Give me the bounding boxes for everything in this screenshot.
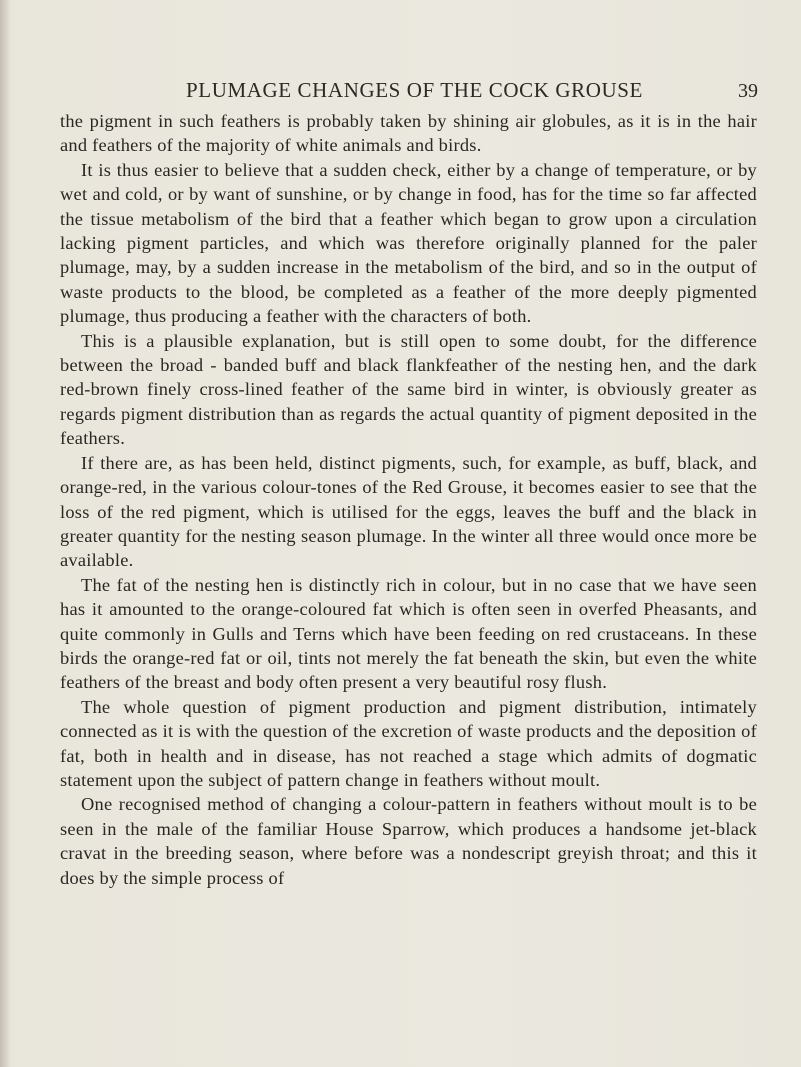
paragraph-pigment-question: The whole question of pigment production and pigment distribution, intimately connected as it is with the question of the excretion of waste products and the deposition of fat, both in health and in disease, has not reached a stage which admits of dogmatic statement upon the subject of pattern change in feathers without moult. [60, 696, 757, 790]
running-title: PLUMAGE CHANGES OF THE COCK GROUSE [186, 78, 643, 102]
paragraph-distinct-pigments: If there are, as has been held, distinct pigments, such, for example, as buff, black, and orange-red, in the various colour-tones of the Red Grouse, it becomes easier to see that the loss of the red pigment, which is utilised for the eggs, leaves the buff and the black in greater quantity for the nesting season plumage. In the winter all three would once more be available. [60, 452, 757, 571]
body-text [60, 109, 757, 890]
paragraph-nesting-hen-fat: The fat of the nesting hen is distinctly rich in colour, but in no case that we have seen has it amounted to the orange-coloured fat which is often seen in overfed Pheasants, and quite commonly in Gulls and Terns which have been feeding on red crustaceans. In these birds the orange-red fat or oil, tints not merely the fat beneath the skin, but even the white feathers of the breast and body often present a very beautiful rosy flush. [60, 574, 757, 693]
paragraph-house-sparrow: One recognised method of changing a colour-pattern in feathers without moult is to be seen in the male of the familiar House Sparrow, which produces a handsome jet-black cravat in the breeding season, where before was a nondescript greyish throat; and this it does by the simple process of [60, 794, 757, 888]
paragraph-plausible-explanation: This is a plausible explanation, but is still open to some doubt, for the difference between the broad - banded buff and black flankfeather of the nesting hen, and the dark red-brown finely cross-lined feather of the same bird in winter, is obviously greater as regards pigment distribution than as regards the actual quantity of pigment deposited in the feathers. [60, 330, 757, 449]
paragraph-continuation: the pigment in such feathers is probably taken by shining air globules, as it is in the hair and feathers of the majority of white animals and birds. [60, 111, 757, 156]
page-gutter-shadow [0, 0, 10, 1067]
page-number: 39 [738, 80, 758, 102]
paragraph-tissue-metabolism: It is thus easier to believe that a sudden check, either by a change of temperature, or by wet and cold, or by want of sunshine, or by change in food, has for the time so far affected the tissue metabolism of the bird that a feather which began to grow upon a circulation lacking pigment particles, and which was therefore originally planned for the paler plumage, may, by a sudden increase in the metabolism of the bird, and so in the output of waste products to the blood, be completed as a feather of the more deeply pigmented plumage, thus producing a feather with the characters of both. [60, 159, 757, 327]
